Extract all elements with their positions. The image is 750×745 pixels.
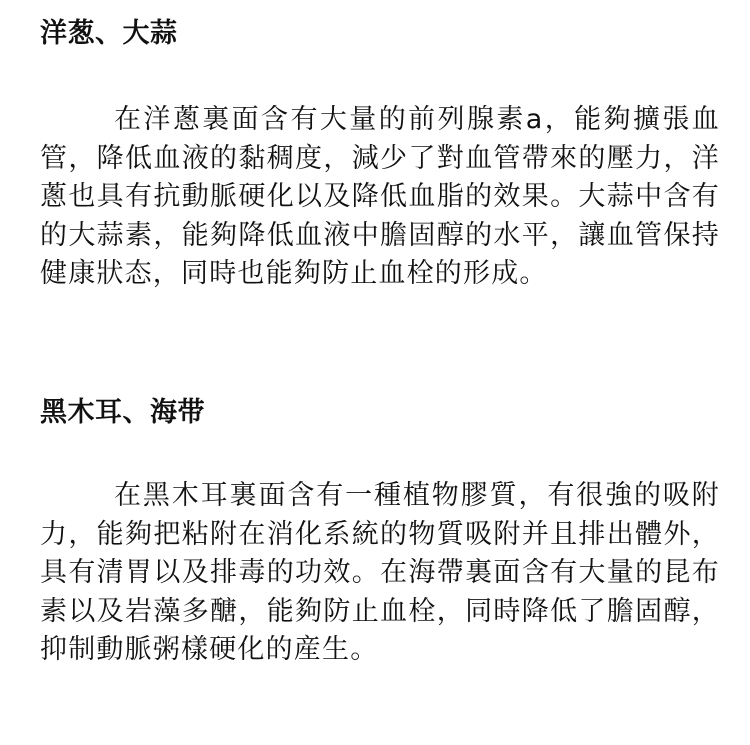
section-heading-fungus-kelp: 黑木耳、海带 — [40, 397, 205, 428]
section-paragraph-fungus-kelp: 在黑木耳裏面含有一種植物膠質，有很強的吸附力，能夠把粘附在消化系統的物質吸附并且排出體外，具有清胃以及排毒的功效。在海帶裏面含有大量的昆布素以及岩藻多醣，能夠防止血栓，同時降低了膽固醇，抑制動脈粥樣硬化的産生。 — [40, 480, 720, 665]
section-paragraph-onion-garlic: 在洋蔥裏面含有大量的前列腺素a，能夠擴張血管，降低血液的黏稠度，減少了對血管帶來的壓力，洋蔥也具有抗動脈硬化以及降低血脂的效果。大蒜中含有的大蒜素，能夠降低血液中膽固醇的水平，讓血管保持健康狀态，同時也能夠防止血栓的形成。 — [40, 104, 720, 289]
section-heading-onion-garlic: 洋葱、大蒜 — [40, 18, 178, 49]
